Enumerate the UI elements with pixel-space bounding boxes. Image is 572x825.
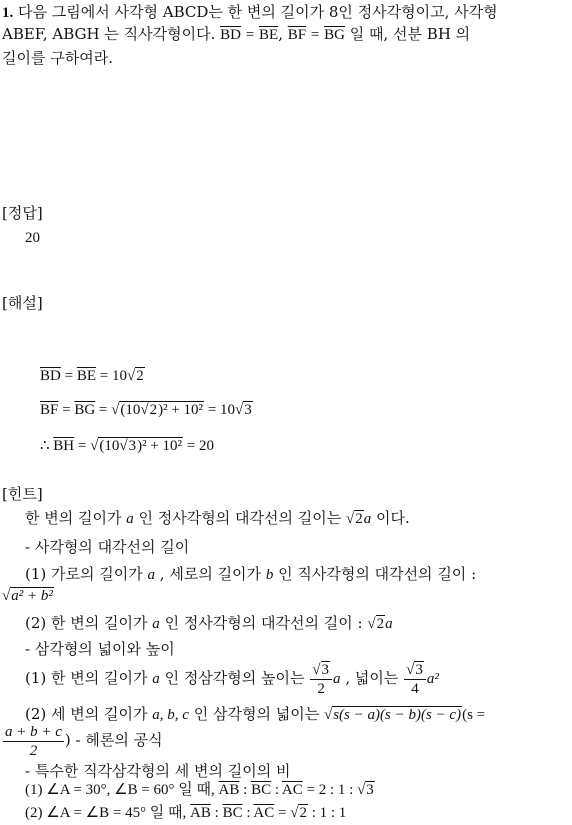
segment-bc: $\overline{BC}$ bbox=[222, 805, 243, 821]
sqrt-symbol: √a² + b² bbox=[2, 588, 53, 604]
hint-line-5 bbox=[25, 613, 393, 634]
hint-text: 인 직사각형의 대각선의 길이 : bbox=[278, 565, 477, 583]
explanation-line-2 bbox=[40, 400, 253, 420]
radicand-close: )² + 10² bbox=[137, 438, 183, 454]
hint-line-4 bbox=[2, 586, 54, 606]
radicand-close: )² + 10² bbox=[158, 402, 204, 418]
segment-bd: $\overline{BD}$ bbox=[220, 27, 241, 43]
hint-text: 인 정삼각형의 높이는 bbox=[164, 669, 305, 687]
radicand: 3 bbox=[244, 402, 252, 418]
radicand: 2 bbox=[299, 805, 307, 821]
equals-sign: = bbox=[60, 368, 77, 384]
radicand: 2 bbox=[355, 511, 363, 527]
numerator: a + b + c bbox=[5, 723, 62, 740]
explanation-label: [해설] bbox=[2, 294, 43, 312]
hint-line-2: - 사각형의 대각선의 길이 bbox=[25, 538, 190, 556]
segment-ac: $\overline{AC}$ bbox=[281, 782, 303, 798]
hint-line-11: (1) ∠A = 30°, ∠B = 60° 일 때, $\overline{AB}$ : $\overline{BC}$ : $\overline{AC} = 2$ : 1 : √3 bbox=[25, 782, 374, 798]
hint-line-1 bbox=[25, 508, 410, 529]
sqrt-symbol: √3 bbox=[357, 782, 374, 798]
sqrt-symbol: √2 bbox=[290, 805, 307, 821]
sqrt-symbol: √2 bbox=[126, 368, 144, 384]
segment-ac: $\overline{AC}$ bbox=[253, 805, 275, 821]
hint-text: 인 정사각형의 대각선의 길이 : bbox=[164, 614, 363, 632]
segment-bh: $\overline{BH}$ bbox=[53, 438, 75, 454]
hint-text: (1) ∠A = 30°, ∠B = 60° 일 때, bbox=[25, 782, 215, 798]
variable: a bbox=[147, 567, 156, 583]
radicand bbox=[119, 401, 204, 418]
problem-line-3 bbox=[2, 48, 113, 68]
sqrt-symbol: √2 bbox=[140, 402, 158, 418]
therefore-symbol: ∴ bbox=[40, 438, 54, 454]
hint-text: 한 변의 길이가 bbox=[25, 509, 122, 527]
equals-sign: = bbox=[310, 27, 320, 43]
fraction bbox=[404, 661, 426, 698]
variable: a bbox=[385, 616, 393, 632]
segment-bd: $\overline{BD}$ bbox=[40, 368, 61, 384]
denominator: 2 bbox=[29, 742, 38, 759]
variable: a bbox=[152, 616, 160, 632]
segment-ab: $\overline{AB}$ bbox=[218, 782, 240, 798]
problem-line-1 bbox=[2, 2, 498, 23]
radicand: 2 bbox=[149, 402, 158, 418]
sqrt-symbol: √s(s − a)(s − b)(s − c) bbox=[323, 707, 462, 723]
radicand-open: (10 bbox=[99, 438, 120, 454]
sqrt-symbol: √3 bbox=[312, 661, 330, 678]
segment-bf: $\overline{BF}$ bbox=[40, 402, 59, 418]
hint-text: 인 삼각형의 넓이는 bbox=[193, 705, 320, 723]
hint-text: , 세로의 길이가 bbox=[159, 565, 262, 583]
segment-be: $\overline{BE}$ bbox=[259, 27, 279, 43]
segment-bc: $\overline{BC}$ bbox=[251, 782, 272, 798]
variable: a² bbox=[426, 671, 439, 687]
value-text: = 10 bbox=[95, 368, 127, 384]
hint-line-6: - 삼각형의 넓이와 높이 bbox=[25, 640, 175, 658]
hint-text: (1) 한 변의 길이가 bbox=[25, 669, 148, 687]
hint-line-3 bbox=[25, 564, 476, 585]
sqrt-symbol: √3 bbox=[119, 438, 137, 454]
ratio-text: : 1 : 1 bbox=[307, 805, 347, 821]
ratio-text: = bbox=[274, 805, 291, 821]
radicand: s(s − a)(s − b)(s − c) bbox=[333, 707, 462, 723]
sqrt-symbol: √(10√3)² + 10² bbox=[90, 438, 183, 454]
radicand: 3 bbox=[366, 782, 374, 798]
segment-bg: $\overline{BG}$ bbox=[324, 27, 345, 43]
hint-label: [힌트] bbox=[2, 485, 43, 503]
denominator: 2 bbox=[317, 680, 325, 697]
explanation-line-1 bbox=[40, 366, 145, 386]
value-text: = 20 bbox=[183, 438, 214, 454]
hint-line-9 bbox=[2, 720, 163, 760]
denominator: 4 bbox=[411, 680, 419, 697]
radicand: 2 bbox=[376, 616, 385, 632]
variable: a bbox=[152, 671, 160, 687]
radicand: 2 bbox=[136, 368, 144, 384]
radicand: a² + b² bbox=[11, 588, 53, 604]
hint-text: (2) ∠A = ∠B = 45° 일 때, bbox=[25, 805, 187, 821]
answer-label: [정답] bbox=[2, 204, 43, 222]
equals-sign: = bbox=[74, 438, 91, 454]
segment-bg: $\overline{BG}$ bbox=[74, 402, 96, 418]
hint-line-7 bbox=[25, 658, 439, 699]
sqrt-symbol: √(10√2)² + 10² bbox=[111, 402, 204, 418]
variable: a, b, c bbox=[152, 707, 189, 723]
fraction bbox=[310, 661, 332, 698]
sqrt-symbol: √3 bbox=[406, 661, 423, 678]
hint-text: 인 정사각형의 대각선의 길이는 bbox=[138, 509, 342, 527]
hint-line-10: - 특수한 직각삼각형의 세 변의 길이의 비 bbox=[25, 762, 291, 780]
hint-line-12: (2) ∠A = ∠B = 45° 일 때, $\overline{AB}$ : $\overline{BC}$ : $\overline{AC} = √2$ : 1 : 1 bbox=[25, 805, 347, 821]
problem-number: 1. bbox=[2, 5, 14, 21]
hint-text: (2) 한 변의 길이가 bbox=[25, 614, 148, 632]
segment-ab: $\overline{AB}$ bbox=[190, 805, 211, 821]
hint-text: 이다. bbox=[376, 509, 410, 527]
equals-sign: = bbox=[58, 402, 75, 418]
radicand-open: (10 bbox=[120, 402, 141, 418]
segment-be: $\overline{BE}$ bbox=[76, 368, 96, 384]
sqrt-symbol: √2 bbox=[346, 511, 363, 527]
explanation-line-3 bbox=[40, 436, 214, 456]
comma: , bbox=[278, 25, 283, 43]
answer-value: 20 bbox=[25, 230, 40, 246]
hint-text: (s = bbox=[462, 707, 486, 723]
problem-line-2 bbox=[2, 24, 470, 45]
sqrt-symbol: √2 bbox=[367, 616, 385, 632]
hint-text: (1) 가로의 길이가 bbox=[25, 565, 143, 583]
value-text: = 10 bbox=[204, 402, 236, 418]
ratio-text: = 2 : 1 : bbox=[302, 782, 358, 798]
radicand: 3 bbox=[128, 438, 137, 454]
problem-text-1: 다음 그림에서 사각형 ABCD는 한 변의 길이가 8인 정사각형이고, 사각형 bbox=[18, 3, 498, 21]
radicand: 3 bbox=[415, 661, 423, 678]
radicand bbox=[98, 437, 183, 454]
problem-text-2a: ABEF, ABGH 는 직사각형이다. bbox=[2, 25, 216, 43]
hint-text: (2) 세 변의 길이가 bbox=[25, 705, 148, 723]
equals-sign: = bbox=[95, 402, 112, 418]
variable: a bbox=[333, 671, 341, 687]
variable: a bbox=[363, 511, 372, 527]
fraction bbox=[3, 723, 64, 760]
hint-text: , 넓이는 bbox=[345, 669, 399, 687]
sqrt-symbol: √3 bbox=[235, 402, 252, 418]
problem-text-3: 길이를 구하여라. bbox=[2, 49, 113, 67]
variable: b bbox=[265, 567, 274, 583]
equals-sign: = bbox=[245, 27, 255, 43]
problem-text-2b: 일 때, 선분 BH 의 bbox=[349, 25, 471, 43]
variable: a bbox=[126, 511, 134, 527]
hint-text: ) - 헤론의 공식 bbox=[64, 731, 163, 749]
segment-bf: $\overline{BF}$ bbox=[287, 27, 307, 43]
radicand: 3 bbox=[321, 661, 330, 678]
